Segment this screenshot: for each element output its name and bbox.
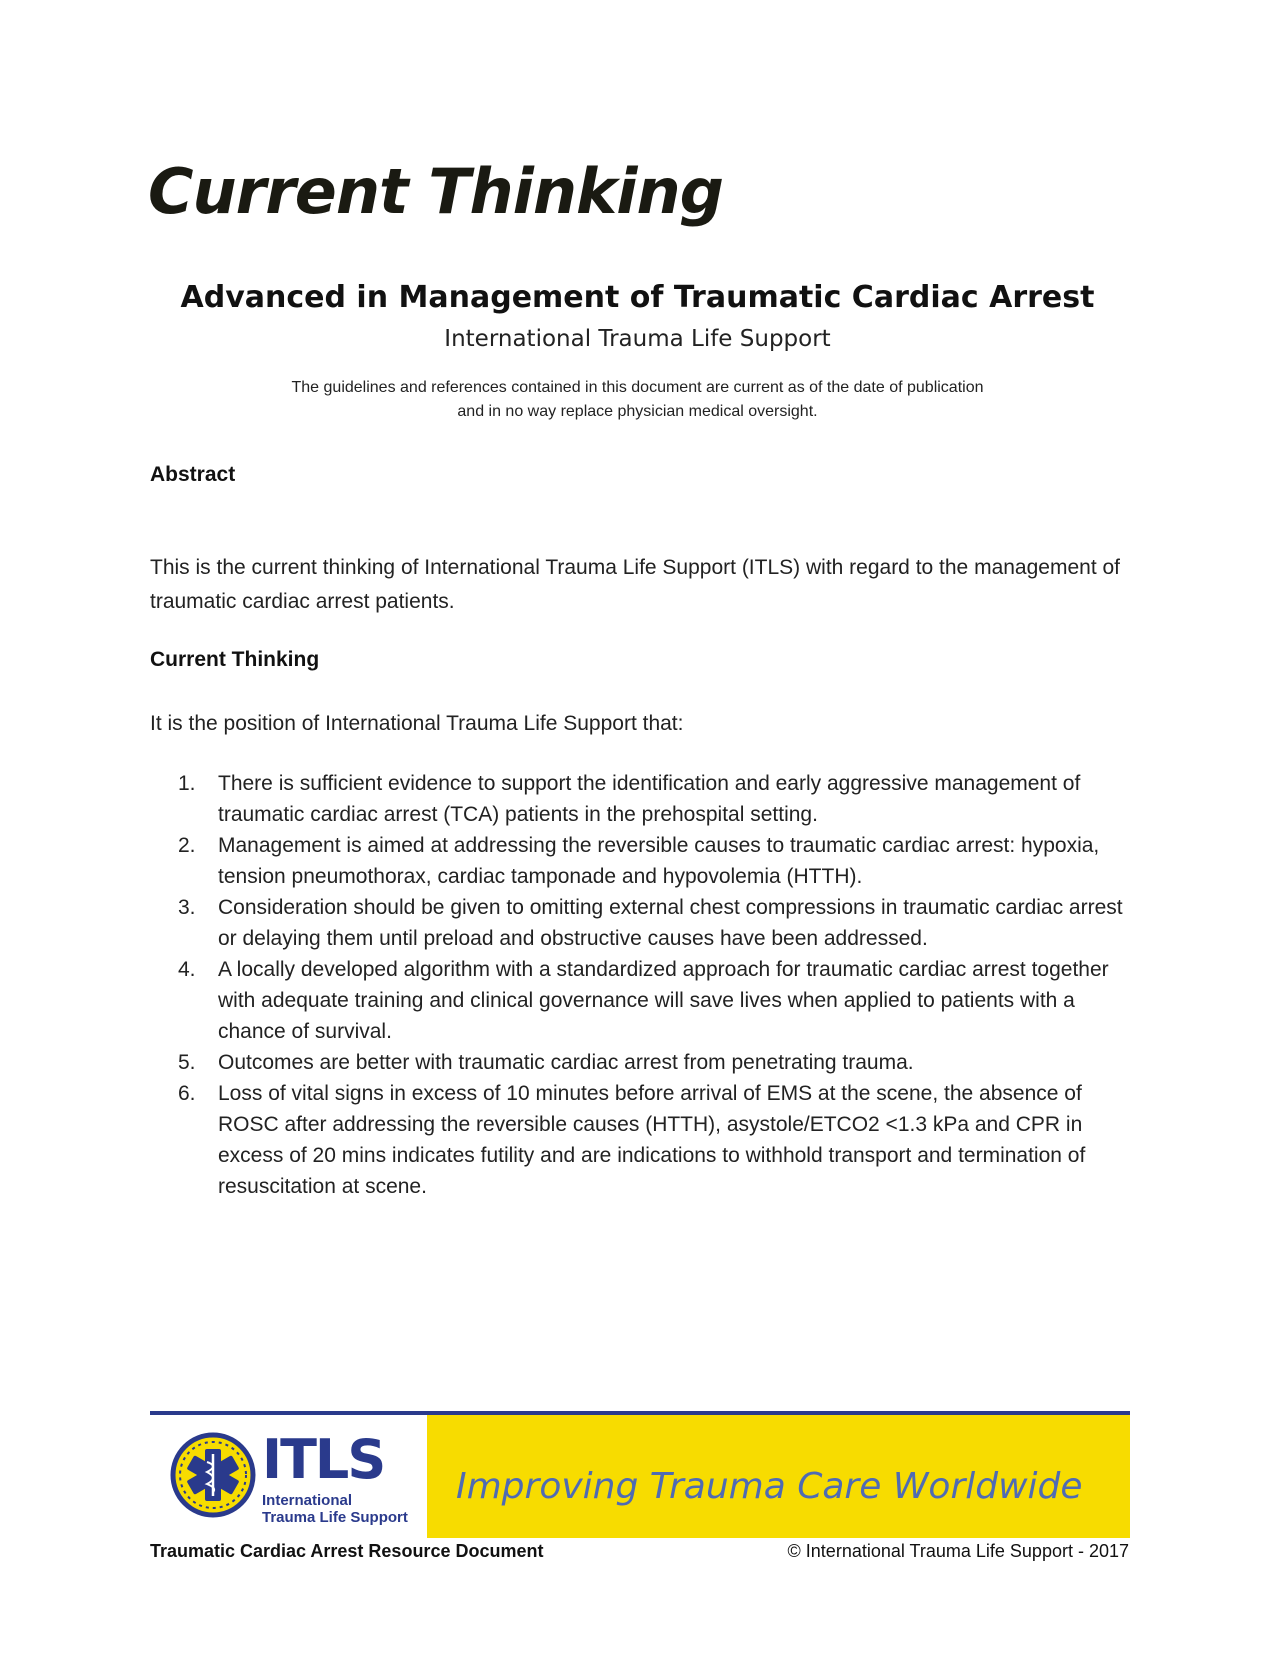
logo-wordmark: ITLS bbox=[262, 1428, 385, 1491]
list-item-text: Consideration should be given to omitting external chest compressions in traumatic cardiac arrest or delaying them until preload and obstructive causes have been addressed. bbox=[218, 896, 1123, 950]
abstract-text: This is the current thinking of International Trauma Life Support (ITLS) with regard to the management of traumatic cardiac arrest patients. bbox=[150, 556, 1120, 613]
list-number: 3. bbox=[178, 896, 196, 919]
list-number: 1. bbox=[178, 772, 196, 795]
page-title: Current Thinking bbox=[148, 155, 724, 228]
position-list bbox=[150, 768, 1130, 1202]
list-number: 6. bbox=[178, 1082, 196, 1105]
list-item-text: A locally developed algorithm with a standardized approach for traumatic cardiac arrest together with adequate training and clinical governance will save lives when applied to patients with a chance of survival. bbox=[218, 958, 1109, 1043]
list-item bbox=[150, 1047, 1130, 1078]
list-item bbox=[150, 892, 1130, 954]
list-item bbox=[150, 768, 1130, 830]
list-item bbox=[150, 954, 1130, 1047]
position-intro: It is the position of International Trauma Life Support that: bbox=[150, 712, 684, 735]
organization-name: International Trauma Life Support bbox=[444, 326, 831, 352]
list-number: 5. bbox=[178, 1051, 196, 1074]
tagline: Improving Trauma Care Worldwide bbox=[456, 1466, 1083, 1507]
logo-subtitle-2: Trauma Life Support bbox=[262, 1509, 408, 1526]
abstract-heading: Abstract bbox=[150, 463, 236, 486]
logo-subtitle-1: International bbox=[262, 1492, 353, 1509]
list-item-text: Outcomes are better with traumatic cardiac arrest from penetrating trauma. bbox=[218, 1051, 914, 1074]
footer-document-name: Traumatic Cardiac Arrest Resource Document bbox=[150, 1541, 544, 1561]
list-item-text: Loss of vital signs in excess of 10 minutes before arrival of EMS at the scene, the absence of ROSC after addressing the reversible causes (HTTH), asystole/ETCO2 <1.3 kPa and CPR in excess of 20 mins indicates futility and are indications to withhold transport and termination of resuscitation at scene. bbox=[218, 1082, 1086, 1198]
list-number: 2. bbox=[178, 834, 196, 857]
document-subtitle: Advanced in Management of Traumatic Cardiac Arrest bbox=[180, 280, 1095, 315]
list-item-text: There is sufficient evidence to support the identification and early aggressive management of traumatic cardiac arrest (TCA) patients in the prehospital setting. bbox=[218, 772, 1081, 826]
list-item bbox=[150, 1078, 1130, 1202]
list-number: 4. bbox=[178, 958, 196, 981]
star-of-life-icon bbox=[170, 1432, 256, 1518]
disclaimer-text: The guidelines and references contained in this document are current as of the date of publication and in no way replace physician medical oversight. bbox=[291, 379, 984, 420]
list-item-text: Management is aimed at addressing the reversible causes to traumatic cardiac arrest: hypoxia, tension pneumothorax, cardiac tamponade and hypovolemia (HTTH). bbox=[218, 834, 1100, 888]
list-item bbox=[150, 830, 1130, 892]
current-thinking-heading: Current Thinking bbox=[150, 648, 320, 671]
footer-copyright: © International Trauma Life Support - 2017 bbox=[787, 1541, 1129, 1561]
itls-logo bbox=[170, 1428, 420, 1527]
